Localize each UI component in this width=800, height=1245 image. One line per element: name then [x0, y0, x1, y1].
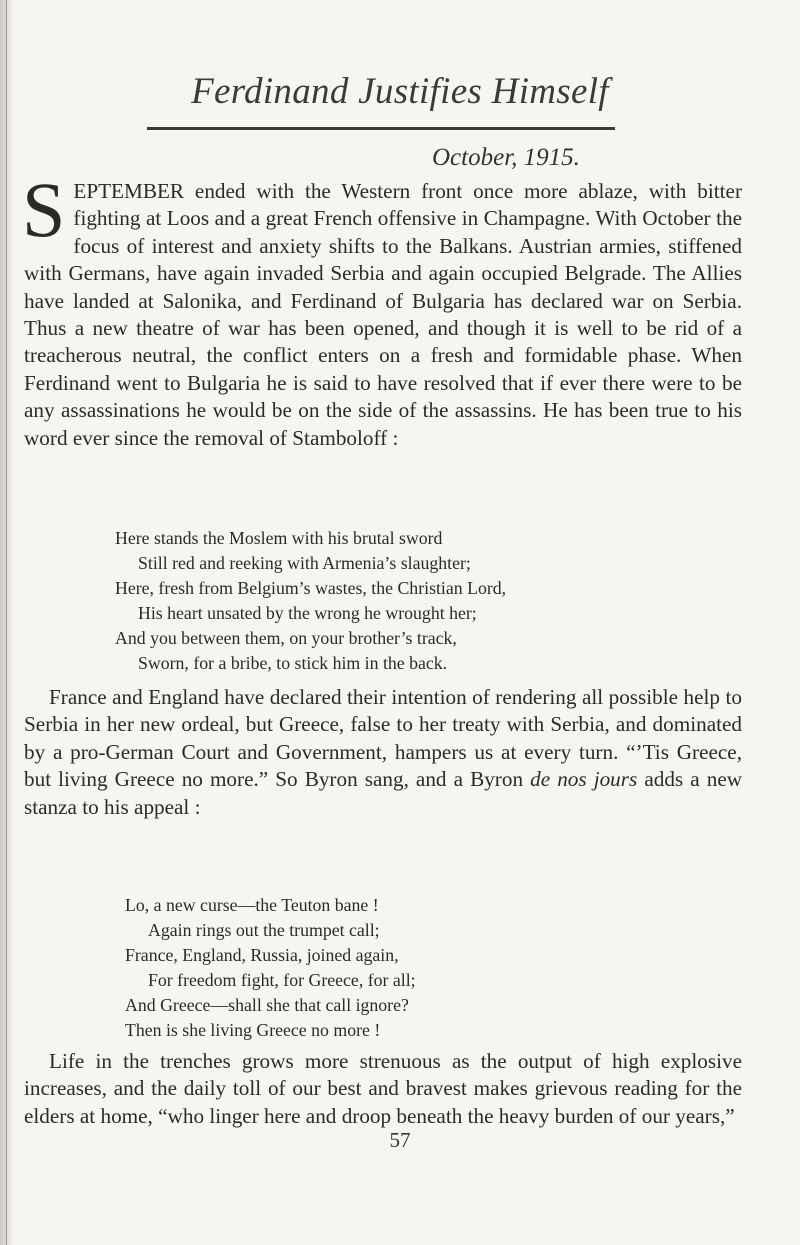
verse-line: Still red and reeking with Armenia’s slaughter;: [138, 553, 471, 573]
verse-line: His heart unsated by the wrong he wrought her;: [138, 603, 477, 623]
verse-line: For freedom fight, for Greece, for all;: [148, 970, 416, 990]
drop-cap: S: [22, 166, 66, 253]
paragraph-1-text: EPTEMBER ended with the Western front once more ablaze, with bitter fighting at Loos and a great French offensive in Champagne. With October the focus of interest and anxiety shifts to the Balkans. Austrian armies, stiffened with Germans, have again invaded Serbia and again occupied Belgrade. The Allies have landed at Salonika, and Ferdinand of Bulgaria has declared war on Serbia. Thus a new theatre of war has been opened, and though it is well to be rid of a treacherous neutral, the conflict enters on a fresh and formidable phase. When Ferdinand went to Bulgaria he is said to have resolved that if ever there were to be any assassinations he would be on the side of the assassins. He has been true to his word ever since the removal of Stamboloff :: [24, 179, 742, 450]
paragraph-2-tail: adds a new stanza to his appeal :: [24, 767, 743, 819]
verse-line: Here stands the Moslem with his brutal sword: [115, 528, 443, 548]
verse-stanza-2: [125, 893, 416, 1043]
verse-line: Lo, a new curse—the Teuton bane !: [125, 895, 379, 915]
verse-stanza-1: [115, 526, 506, 676]
paragraph-1: [22, 166, 742, 452]
verse-line: France, England, Russia, joined again,: [125, 945, 399, 965]
paragraph-2-text: France and England have declared their intention of rendering all possible help to Serbia in her new ordeal, but Greece, false to her treaty with Serbia, and dominated by a pro-German Court and Government, hampers us at every turn. “’Tis Greece, but living Greece no more.” So Byron sang, and a Byron: [24, 685, 742, 792]
paragraph-2: [24, 684, 742, 821]
verse-line: And Greece—shall she that call ignore?: [125, 995, 409, 1015]
page-number: 57: [389, 1128, 411, 1152]
verse-line: And you between them, on your brother’s track,: [115, 628, 457, 648]
paragraph-2-italic: de nos jours: [530, 767, 638, 792]
verse-line: Sworn, for a bribe, to stick him in the back.: [138, 653, 448, 673]
verse-line: Then is she living Greece no more !: [125, 1020, 381, 1040]
header-rule: [147, 127, 615, 130]
verse-line: Again rings out the trumpet call;: [148, 920, 380, 940]
verse-line: Here, fresh from Belgium’s wastes, the Christian Lord,: [115, 578, 507, 598]
paragraph-3: Life in the trenches grows more strenuous as the output of high explosive increases, and the daily toll of our best and bravest makes grievous reading for the elders at home, “who linger here and droop beneath the heavy burden of our years,”: [24, 1049, 742, 1128]
dateline: October, 1915.: [432, 144, 580, 171]
running-head: Ferdinand Justifies Himself: [191, 71, 609, 112]
